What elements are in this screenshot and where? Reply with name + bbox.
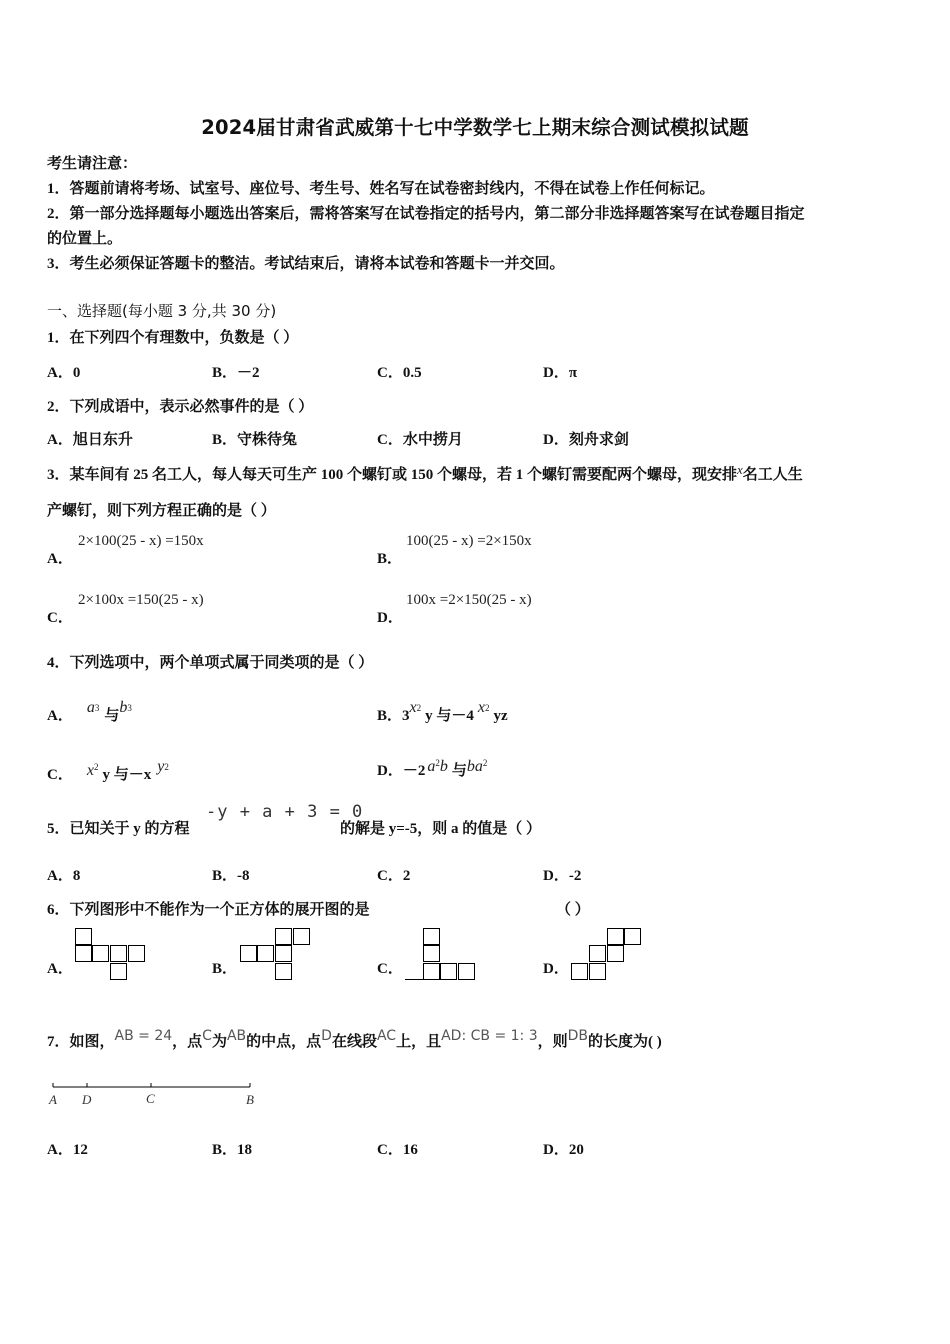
q7-line-figure	[47, 1080, 267, 1110]
q3-option-a-equation: 2×100(25 - x) =150x	[78, 533, 204, 549]
q6-net-d[interactable]	[571, 928, 646, 984]
q4-c-mid: y 与－x	[102, 767, 152, 783]
q4-b-term1: x	[409, 699, 417, 716]
q6-stem: 6．下列图形中不能作为一个正方体的展开图的是	[47, 902, 370, 918]
q5-option-d[interactable]: D．-2	[543, 868, 582, 884]
q7-math-d: D	[321, 1028, 332, 1044]
q7-text-4: 的中点，点	[246, 1034, 322, 1050]
q3-option-c-label[interactable]: C．	[47, 610, 73, 626]
q6-option-a-label[interactable]: A．	[47, 961, 73, 977]
q6-net-c[interactable]	[405, 928, 481, 984]
q4-d-term1: a	[427, 758, 436, 775]
q4-d-exp1: 2	[435, 758, 440, 768]
q4-b-exp2: 2	[485, 703, 490, 713]
q3-stem-line2: 产螺钉，则下列方程正确的是（ ）	[47, 503, 276, 519]
q7-point-a: A	[49, 1092, 57, 1107]
q7-math-ac: AC	[376, 1028, 397, 1044]
q4-d-exp2: 2	[482, 758, 488, 768]
notice-heading: 考生请注意：	[47, 156, 138, 172]
q3-var-x: x	[737, 462, 743, 477]
q3-stem-b: 名工人生	[742, 467, 803, 483]
q7-text-6: 上，且	[396, 1034, 442, 1050]
q7-math-ratio: AD: CB = 1: 3	[441, 1028, 538, 1044]
q5-stem-b: 的解是 y=-5，则 a 的值是（ ）	[340, 821, 542, 837]
q7-text-8: 的长度为( )	[588, 1034, 662, 1050]
q7-option-d[interactable]: D．20	[543, 1142, 584, 1158]
q7-math-ab: AB = 24	[114, 1028, 173, 1044]
q2-option-b[interactable]: B．守株待兔	[212, 432, 298, 448]
q5-equation: -y + a + 3 = 0	[206, 802, 364, 822]
q4-b-term2: x	[477, 699, 485, 716]
notice-item-2: 2．第一部分选择题每小题选出答案后，需将答案写在试卷指定的括号内，第二部分非选择题答案写在试卷题目指定	[47, 206, 805, 222]
q4-option-c[interactable]	[47, 758, 169, 784]
q2-option-d[interactable]: D．刻舟求剑	[543, 432, 629, 448]
q6-option-d-label[interactable]: D．	[543, 961, 569, 977]
q3-option-a-label[interactable]: A．	[47, 551, 73, 567]
q1-option-b[interactable]: B．－2	[212, 365, 260, 381]
q4-a-term1: a	[86, 699, 95, 716]
q1-option-a[interactable]: A．0	[47, 365, 81, 381]
q4-d-yu: 与	[451, 763, 467, 779]
q3-stem-a: 3．某车间有 25 名工人，每人每天可生产 100 个螺钉或 150 个螺母，若 1 个螺钉需要配两个螺母，现安排	[47, 467, 738, 483]
q5-stem-a: 5．已知关于 y 的方程	[47, 821, 190, 837]
q4-a-label: A．	[47, 708, 73, 724]
q4-c-exp2: 2	[164, 762, 169, 772]
q4-b-exp1: 2	[416, 703, 422, 713]
q4-a-exp1: 3	[94, 703, 100, 713]
q6-option-c-label[interactable]: C．	[377, 961, 403, 977]
q4-a-exp2: 3	[127, 703, 132, 713]
q4-d-term1b: b	[439, 758, 448, 775]
q4-d-label: D．－2	[377, 763, 426, 779]
q7-option-a[interactable]: A．12	[47, 1142, 88, 1158]
q3-option-b-label[interactable]: B．	[377, 551, 403, 567]
q4-b-end: yz	[493, 708, 508, 724]
q3-stem-line1	[47, 462, 803, 484]
q4-c-exp1: 2	[93, 762, 99, 772]
q7-math-c: C	[202, 1028, 212, 1044]
q4-b-mid: y 与－4	[425, 708, 474, 724]
notice-item-2-cont: 的位置上。	[47, 231, 123, 247]
q2-stem: 2．下列成语中，表示必然事件的是（ ）	[47, 399, 314, 415]
q3-option-d-equation: 100x =2×150(25 - x)	[406, 592, 532, 608]
q7-text-7: ，则	[537, 1034, 568, 1050]
q5-option-b[interactable]: B．-8	[212, 868, 250, 884]
q7-math-db: DB	[567, 1028, 589, 1044]
q4-d-term2: ba	[466, 758, 483, 775]
q4-c-term2: y	[157, 758, 165, 775]
notice-item-1: 1．答题前请将考场、试室号、座位号、考生号、姓名写在试卷密封线内，不得在试卷上作任何标记。	[47, 181, 715, 197]
q4-a-yu: 与	[104, 708, 120, 724]
q7-stem	[47, 1028, 662, 1051]
q6-paren: （ ）	[556, 902, 590, 918]
q5-option-a[interactable]: A．8	[47, 868, 81, 884]
page-title: 2024届甘肃省武威第十七中学数学七上期末综合测试模拟试题	[201, 116, 749, 139]
notice-item-3: 3．考生必须保证答题卡的整洁。考试结束后，请将本试卷和答题卡一并交回。	[47, 256, 565, 272]
q1-option-d[interactable]: D．π	[543, 365, 578, 381]
q7-math-ab2: AB	[226, 1028, 247, 1044]
q7-text-3: 为	[211, 1034, 227, 1050]
q7-text-2: ，点	[172, 1034, 203, 1050]
q7-point-c: C	[146, 1091, 155, 1106]
q1-option-c[interactable]: C．0.5	[377, 365, 422, 381]
q4-stem: 4．下列选项中，两个单项式属于同类项的是（ ）	[47, 655, 374, 671]
q4-a-term2: b	[119, 699, 128, 716]
q7-option-c[interactable]: C．16	[377, 1142, 418, 1158]
q7-option-b[interactable]: B．18	[212, 1142, 253, 1158]
q6-net-a[interactable]	[75, 928, 150, 983]
q7-text-5: 在线段	[331, 1034, 377, 1050]
q7-segment	[47, 1080, 267, 1094]
q7-point-b: B	[246, 1092, 254, 1107]
q4-option-a[interactable]	[47, 699, 132, 725]
q5-option-c[interactable]: C．2	[377, 868, 411, 884]
q4-option-b[interactable]	[377, 699, 508, 725]
q2-option-c[interactable]: C．水中捞月	[377, 432, 463, 448]
q3-option-b-equation: 100(25 - x) =2×150x	[406, 533, 532, 549]
q4-c-label: C．	[47, 767, 73, 783]
q4-b-label: B．3	[377, 708, 410, 724]
q6-option-b-label[interactable]: B．	[212, 961, 238, 977]
q7-point-d: D	[82, 1092, 92, 1107]
q6-net-b[interactable]	[240, 928, 315, 983]
q4-option-d[interactable]	[377, 758, 487, 780]
q7-text-1: 7．如图，	[47, 1034, 115, 1050]
q3-option-d-label[interactable]: D．	[377, 610, 403, 626]
q4-c-term1: x	[86, 762, 94, 779]
q3-option-c-equation: 2×100x =150(25 - x)	[78, 592, 204, 608]
section-heading: 一、选择题(每小题 3 分,共 30 分)	[47, 302, 277, 320]
q2-option-a[interactable]: A．旭日东升	[47, 432, 133, 448]
q1-stem: 1．在下列四个有理数中，负数是（ ）	[47, 330, 299, 346]
